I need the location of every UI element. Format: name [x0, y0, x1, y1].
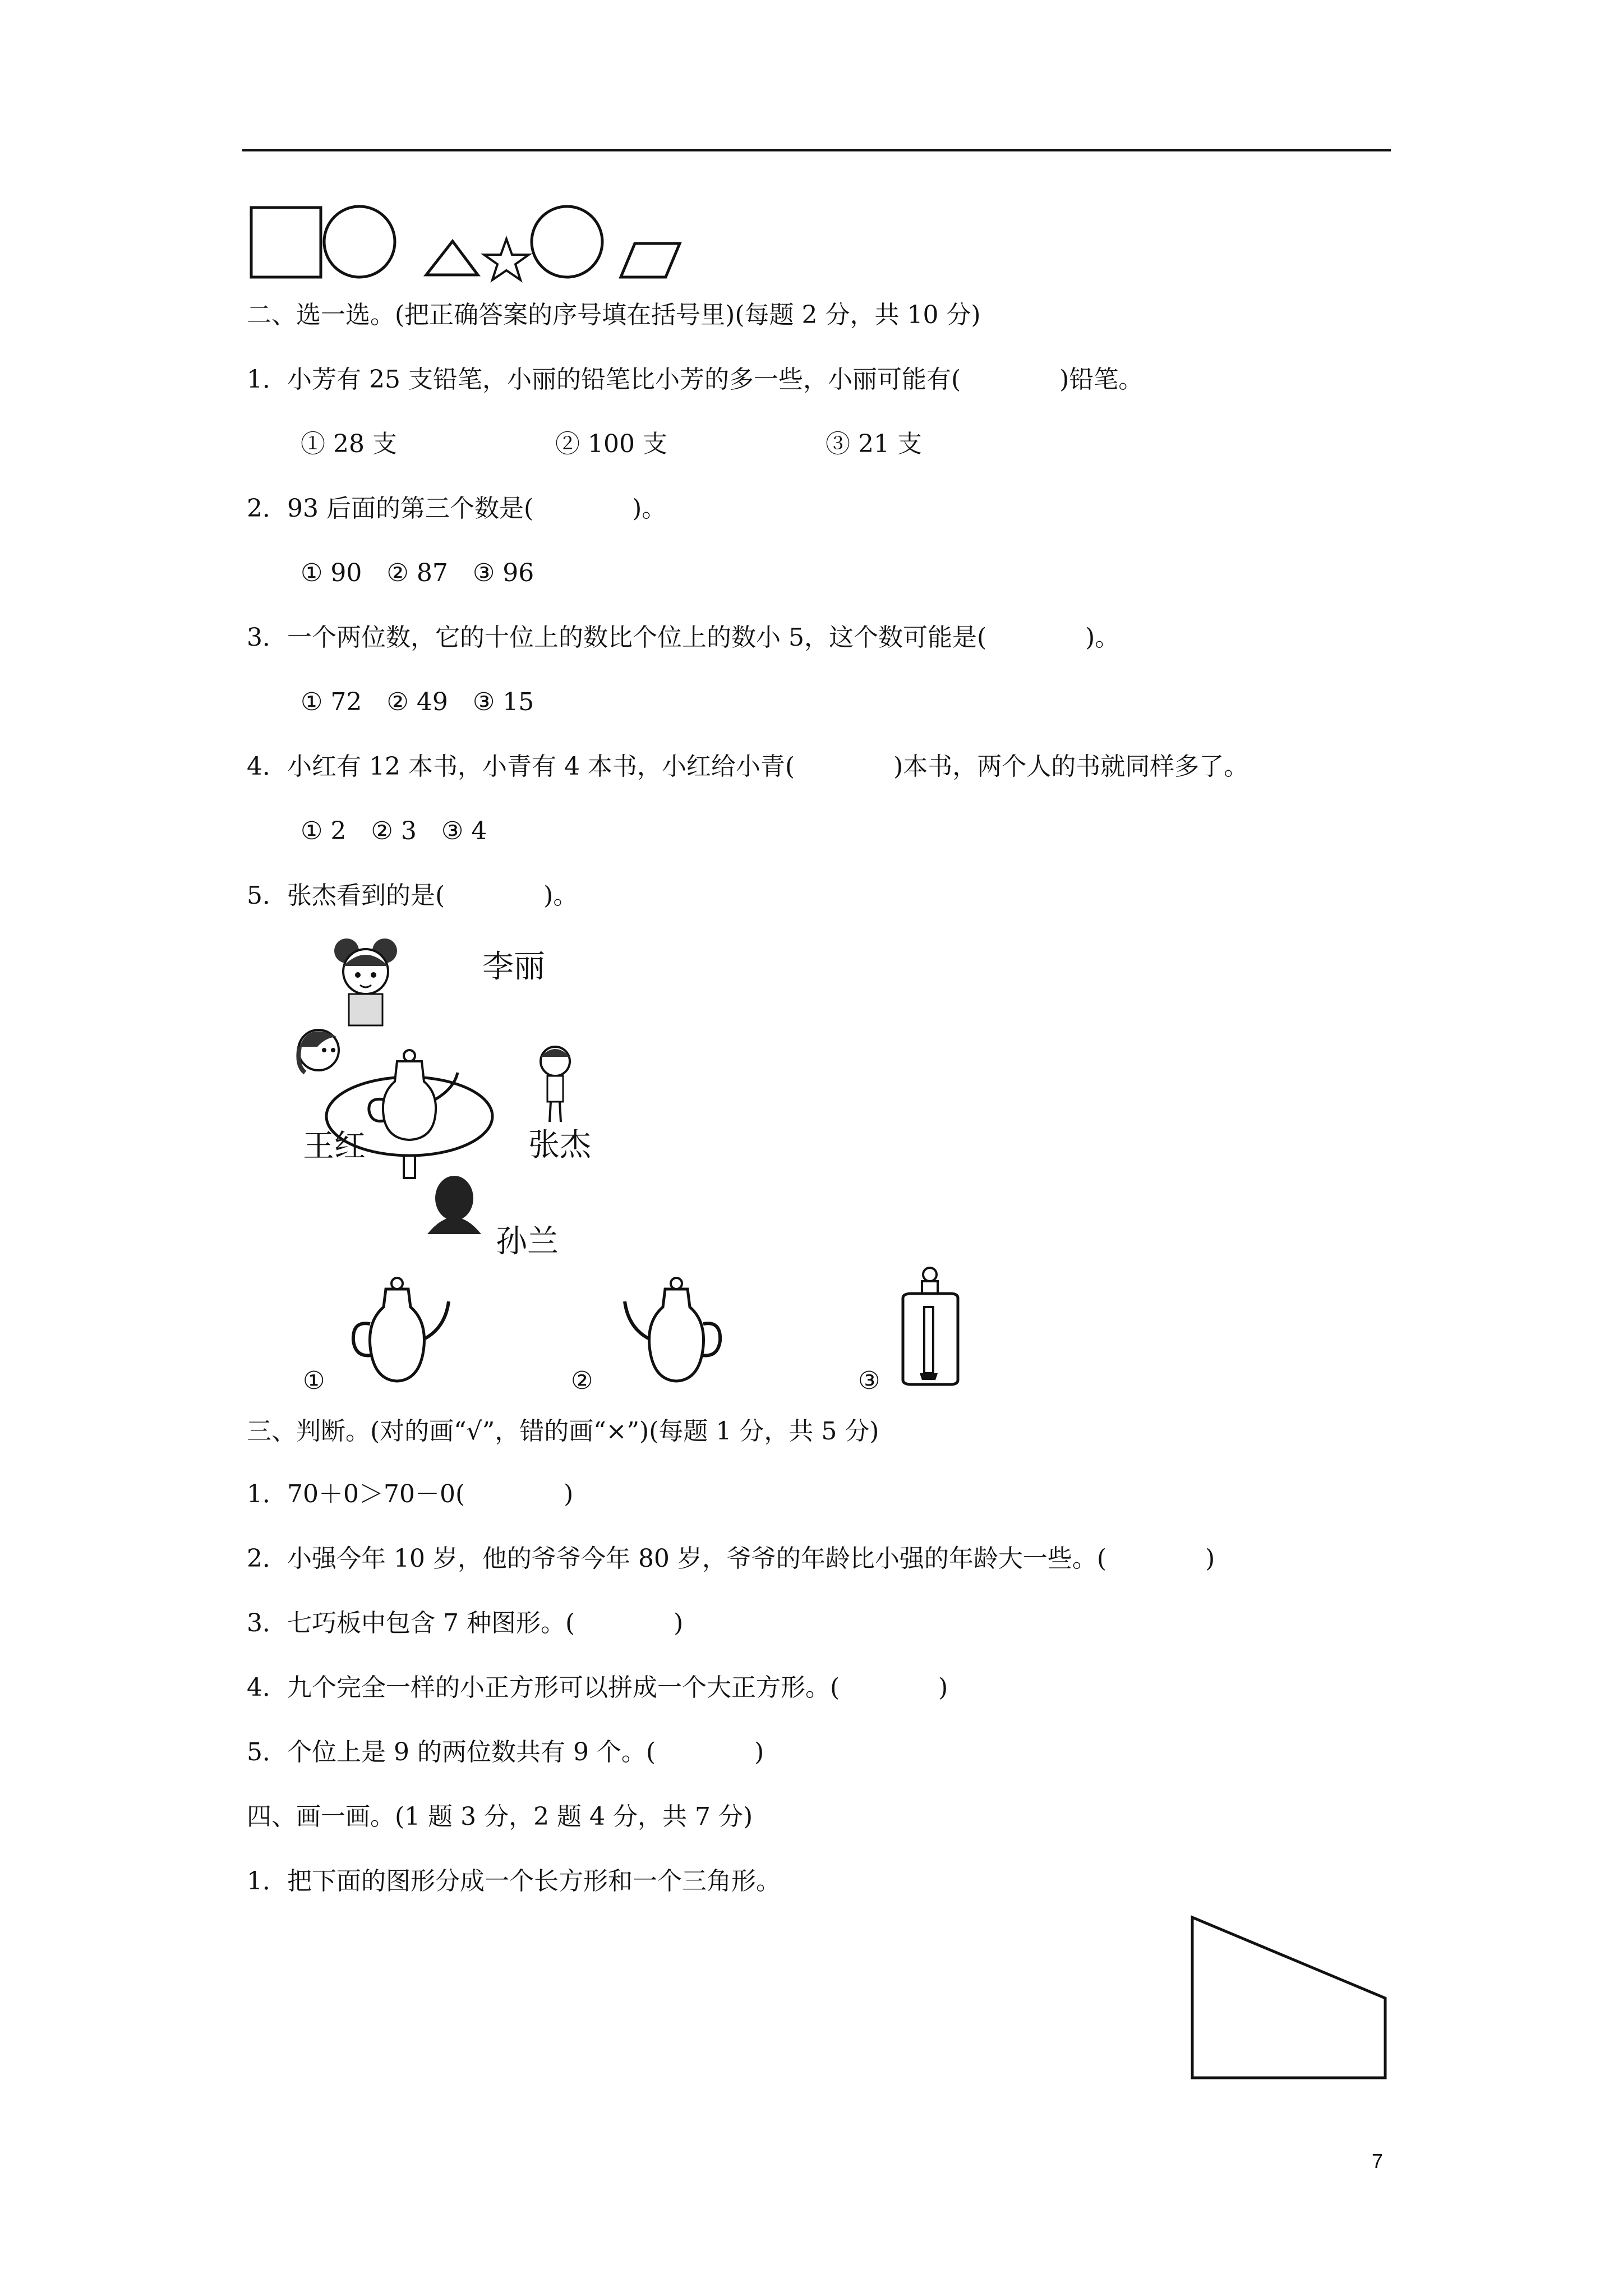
trapezoid-shape: [1189, 1914, 1391, 2082]
label-wanghong: 王红: [303, 1128, 366, 1165]
q1-option-2: ② 100 支: [555, 430, 667, 458]
q5-text: 5．张杰看到的是( )。: [247, 881, 578, 910]
circle-icon: [324, 206, 395, 277]
star-icon: [484, 239, 529, 280]
page-number: 7: [1372, 2150, 1384, 2173]
q4-options: ① 2 ② 3 ③ 4: [301, 817, 487, 845]
parallelogram-icon: [621, 243, 680, 277]
teapot-choice-3-icon: [895, 1262, 979, 1397]
child-bottom-icon: [427, 1176, 481, 1234]
girl-top-icon: [334, 938, 397, 1025]
header-rule: [242, 149, 1391, 151]
q3-options: ① 72 ② 49 ③ 15: [301, 688, 534, 716]
boy-right-icon: [541, 1047, 570, 1122]
q4-text: 4．小红有 12 本书，小青有 4 本书，小红给小青( )本书，两个人的书就同样多了。: [247, 752, 1249, 781]
q2-text: 2．93 后面的第三个数是( )。: [247, 494, 667, 523]
table-leg: [404, 1156, 415, 1178]
judge-item-3: 3．七巧板中包含 7 种图形。( ): [247, 1609, 684, 1637]
teapot-choice-1-icon: [342, 1262, 465, 1397]
shapes-row: [247, 196, 684, 286]
choice-1-label: ①: [303, 1366, 325, 1395]
section4-title: 四、画一画。(1 题 3 分，2 题 4 分，共 7 分): [247, 1802, 753, 1831]
circle-icon: [532, 206, 602, 277]
judge-item-5: 5．个位上是 9 的两位数共有 9 个。( ): [247, 1738, 764, 1766]
section2-title: 二、选一选。(把正确答案的序号填在括号里)(每题 2 分，共 10 分): [247, 301, 981, 329]
q2-options: ① 90 ② 87 ③ 96: [301, 559, 534, 587]
teapot-choice-2-icon: [609, 1262, 732, 1397]
q1-text: 1．小芳有 25 支铅笔，小丽的铅笔比小芳的多一些，小丽可能有( )铅笔。: [247, 365, 1144, 394]
choice-3-label: ③: [858, 1366, 880, 1395]
q1-option-1: ① 28 支: [301, 430, 397, 458]
label-lili: 李丽: [482, 949, 545, 985]
triangle-icon: [426, 241, 478, 275]
section4-q1-text: 1．把下面的图形分成一个长方形和一个三角形。: [247, 1867, 781, 1895]
judge-item-4: 4．九个完全一样的小正方形可以拼成一个大正方形。( ): [247, 1673, 948, 1702]
q1-option-3: ③ 21 支: [826, 430, 922, 458]
table-scene-figure: [292, 931, 639, 1245]
judge-item-2: 2．小强今年 10 岁，他的爷爷今年 80 岁，爷爷的年龄比小强的年龄大一些。( ): [247, 1544, 1215, 1573]
q3-text: 3．一个两位数，它的十位上的数比个位上的数小 5，这个数可能是( )。: [247, 623, 1120, 652]
section3-title: 三、判断。(对的画“√”，错的画“×”)(每题 1 分，共 5 分): [247, 1417, 879, 1446]
label-sunlan: 孙兰: [496, 1223, 559, 1260]
girl-left-icon: [298, 1030, 339, 1073]
choice-2-label: ②: [571, 1366, 593, 1395]
square-icon: [251, 208, 321, 277]
label-zhangjie: 张杰: [528, 1127, 591, 1163]
judge-item-1: 1．70＋0＞70－0( ): [247, 1480, 574, 1508]
